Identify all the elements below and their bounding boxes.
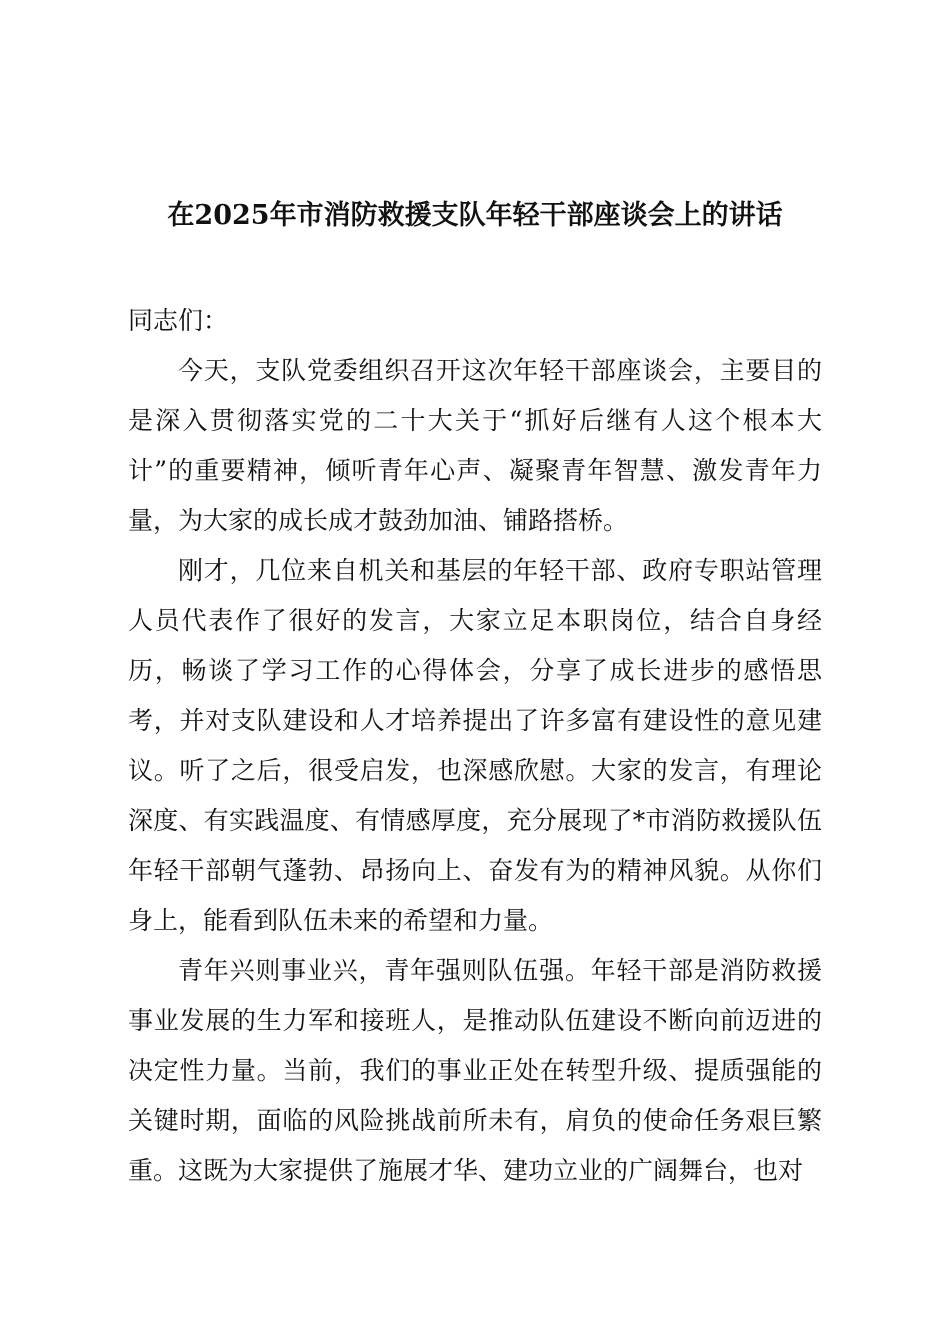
salutation: 同志们： (128, 306, 229, 335)
paragraph-3: 青年兴则事业兴，青年强则队伍强。年轻干部是消防救援事业发展的生力军和接班人，是推动队伍建设不断向前迈进的决定性力量。当前，我们的事业正处在转型升级、提质强能的关键时期，面临的风险挑战前所未有，肩负的使命任务艰巨繁重。这既为大家提供了施展才华、建功立业的广阔舞台，也对 (128, 956, 822, 1185)
document-body (128, 296, 822, 1196)
document-title: 在2025年市消防救援支队年轻干部座谈会上的讲话 (167, 200, 783, 231)
paragraph-2: 刚才，几位来自机关和基层的年轻干部、政府专职站管理人员代表作了很好的发言，大家立足本职岗位，结合自身经历，畅谈了学习工作的心得体会，分享了成长进步的感悟思考，并对支队建设和人才培养提出了许多富有建设性的意见建议。听了之后，很受启发，也深感欣慰。大家的发言，有理论深度、有实践温度、有情感厚度，充分展现了*市消防救援队伍年轻干部朝气蓬勃、昂扬向上、奋发有为的精神风貌。从你们身上，能看到队伍未来的希望和力量。 (128, 556, 822, 935)
paragraph-1: 今天，支队党委组织召开这次年轻干部座谈会，主要目的是深入贯彻落实党的二十大关于“抓好后继有人这个根本大计”的重要精神，倾听青年心声、凝聚青年智慧、激发青年力量，为大家的成长成才鼓劲加油、铺路搭桥。 (128, 356, 822, 535)
